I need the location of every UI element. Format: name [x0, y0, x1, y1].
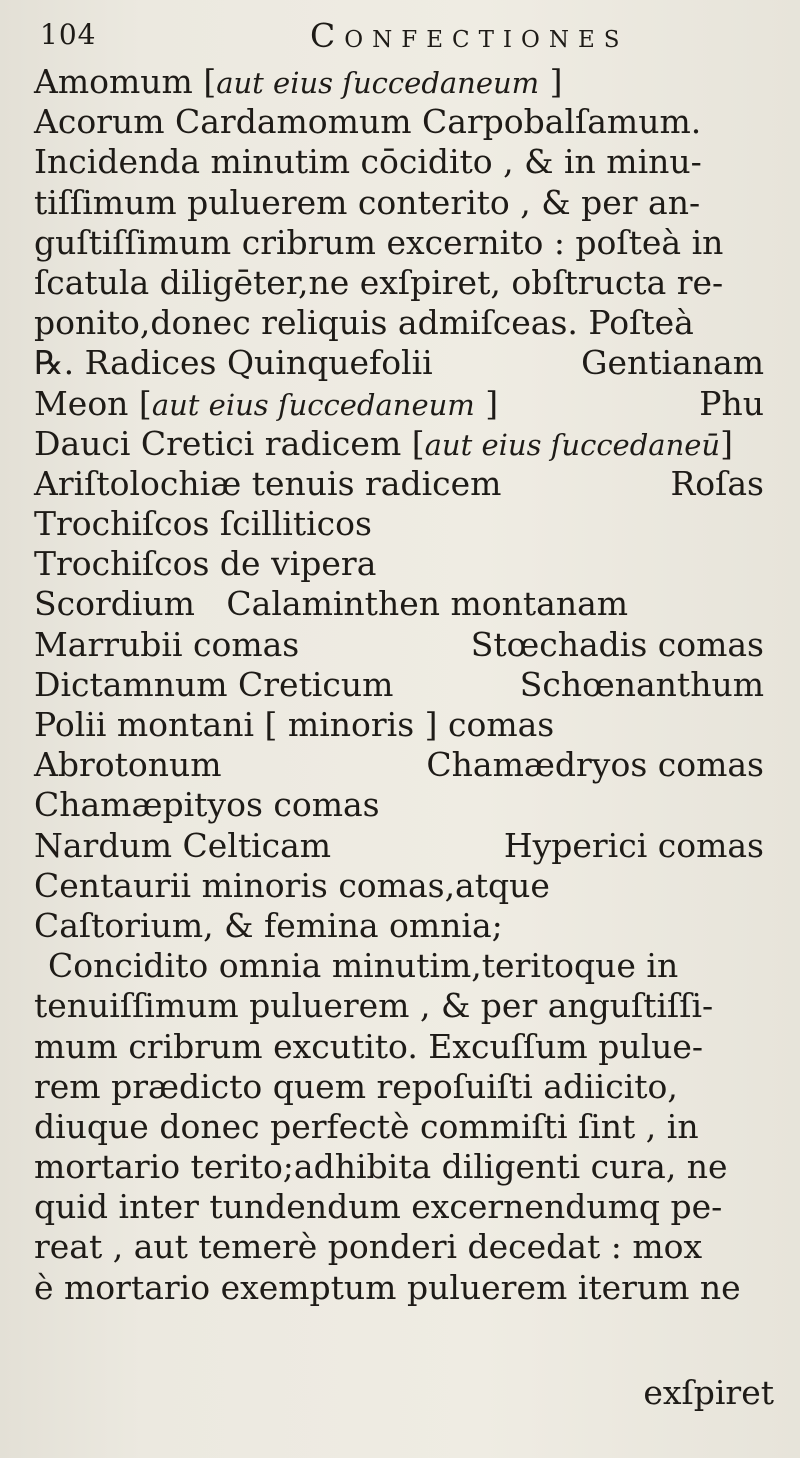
line-text: Abrotonum: [34, 745, 222, 785]
text-line: [34, 504, 764, 544]
text-line: [34, 1147, 764, 1187]
text-line-right: Schœnanthum: [519, 664, 764, 704]
text-line-left: [34, 906, 503, 946]
line-text: Trochiſcos ſcilliticos: [34, 504, 372, 544]
text-line-left: [34, 826, 331, 866]
text-line: [34, 946, 764, 986]
text-line: [34, 343, 764, 383]
line-text: Scordium Calaminthen montanam: [34, 584, 629, 624]
text-line-left: [34, 142, 702, 182]
text-line-left: [34, 866, 550, 906]
text-line-left: [34, 424, 733, 465]
line-text: Marrubii comas: [34, 624, 300, 664]
text-line-left: [34, 1067, 678, 1107]
line-text: mum cribrum excutito. Excuſſum pulue-: [34, 1026, 704, 1066]
text-line: [34, 1067, 764, 1107]
text-line-left: [34, 1107, 699, 1147]
line-text: rem prædicto quem repoſuiſti adiicito,: [34, 1066, 678, 1106]
text-line: [34, 705, 764, 745]
line-text: è mortario exemptum puluerem iterum ne: [34, 1267, 741, 1307]
line-text: Caſtorium, & femina omnia;: [34, 905, 503, 945]
text-line: [34, 745, 764, 785]
text-body: [34, 62, 764, 1308]
bracket-close: ]: [474, 383, 499, 423]
text-line: [34, 584, 764, 624]
text-line-left: [34, 464, 501, 504]
text-line: [34, 183, 764, 223]
line-text: reat , aut temerè ponderi decedat : mox: [34, 1227, 703, 1267]
text-line-left: [34, 705, 554, 745]
text-line-left: [34, 1227, 702, 1267]
text-line-left: [34, 263, 723, 303]
line-text: Acorum Cardamomum Carpobalſamum.: [34, 102, 702, 142]
text-line-right: Chamædryos comas: [426, 745, 764, 785]
line-text: Dictamnum Creticum: [34, 664, 394, 704]
text-line-right: Hyperici comas: [503, 825, 764, 865]
text-line: [34, 986, 764, 1026]
text-line-right: Stœchadis comas: [470, 624, 764, 664]
line-text: Ariſtolochiæ tenuis radicem: [34, 463, 502, 503]
italic-gloss: aut eius ſuccedaneum: [151, 387, 475, 422]
text-line: [34, 102, 764, 142]
text-line-left: [34, 584, 628, 624]
text-line-left: [34, 1027, 703, 1067]
text-line: [34, 785, 764, 825]
text-line-left: [34, 665, 393, 705]
text-line-left: [34, 183, 700, 223]
line-text: Trochiſcos de vipera: [34, 544, 377, 584]
text-line: [34, 1107, 764, 1147]
text-line-left: [34, 1147, 728, 1187]
line-text: Dauci Cretici radicem [: [34, 423, 425, 463]
line-text: Amomum [: [34, 62, 217, 101]
text-line: [34, 384, 764, 424]
text-line: [34, 263, 764, 303]
text-line-left: [34, 343, 433, 383]
text-line: [34, 544, 764, 584]
text-line: [34, 906, 764, 946]
text-line-right: Phu: [699, 383, 764, 423]
text-line-left: [34, 223, 723, 263]
line-text: Polii montani [ minoris ] comas: [34, 705, 555, 744]
text-line: [34, 625, 764, 665]
text-line: [34, 665, 764, 705]
line-text: Centaurii minoris comas,atque: [34, 865, 550, 905]
text-line-left: [34, 625, 299, 665]
line-text: Meon [: [34, 383, 152, 423]
text-line: [34, 223, 764, 263]
text-line-left: [34, 785, 380, 825]
line-text: tiſſimum puluerem conterito , & per an-: [34, 182, 701, 222]
text-line-left: [34, 62, 563, 103]
text-line: [34, 464, 764, 504]
italic-gloss: aut eius ſuccedaneum: [216, 66, 540, 100]
line-text: tenuiſſimum puluerem , & per anguſtiſſi-: [34, 986, 714, 1026]
text-line-left: [34, 1187, 722, 1227]
bracket-close: ]: [539, 62, 563, 101]
bracket-close: ]: [720, 423, 733, 463]
text-line: [34, 1268, 764, 1308]
text-line-left: [34, 986, 713, 1026]
text-line: [34, 866, 764, 906]
text-line-left: [34, 384, 498, 425]
line-text: Concidito omnia minutim,teritoque in: [48, 946, 679, 986]
text-line-left: [34, 504, 372, 544]
line-text: mortario terito;adhibita diligenti cura, ne: [34, 1147, 728, 1187]
catchword: exſpiret: [643, 1373, 774, 1412]
line-text: diuque donec perfectè commiſti ſint , in: [34, 1106, 699, 1146]
text-line: [34, 62, 764, 102]
line-text: ℞. Radices Quinquefolii: [34, 343, 433, 383]
line-text: Incidenda minutim cōcidito , & in minu-: [34, 142, 702, 182]
text-line: [34, 1227, 764, 1267]
text-line: [34, 303, 764, 343]
running-title: Confectiones: [310, 16, 629, 55]
page-header: [40, 10, 780, 60]
line-text: Nardum Celticam: [34, 825, 332, 865]
italic-gloss: aut eius ſuccedaneū: [424, 427, 721, 462]
text-line: [34, 142, 764, 182]
text-line-left: [34, 303, 694, 343]
text-line: [34, 826, 764, 866]
text-line-right: Gentianam: [581, 343, 764, 383]
line-text: ponito,donec reliquis admiſceas. Poſteà: [34, 303, 694, 343]
text-line-left: [34, 102, 701, 142]
text-line-left: [34, 544, 376, 584]
page-number: 104: [40, 18, 97, 51]
text-line: [34, 1187, 764, 1227]
text-line-right: Roſas: [670, 463, 764, 503]
text-line: [34, 424, 764, 464]
text-line-left: [48, 946, 678, 986]
line-text: ſcatula diligēter,ne exſpiret, obſtructa re-: [34, 262, 724, 302]
line-text: quid inter tundendum excernendumq pe-: [34, 1187, 723, 1227]
line-text: guſtiſſimum cribrum excernito : poſteà in: [34, 222, 724, 262]
text-line-left: [34, 745, 222, 785]
text-line-left: [34, 1268, 741, 1308]
line-text: Chamæpityos comas: [34, 785, 380, 825]
text-line: [34, 1027, 764, 1067]
